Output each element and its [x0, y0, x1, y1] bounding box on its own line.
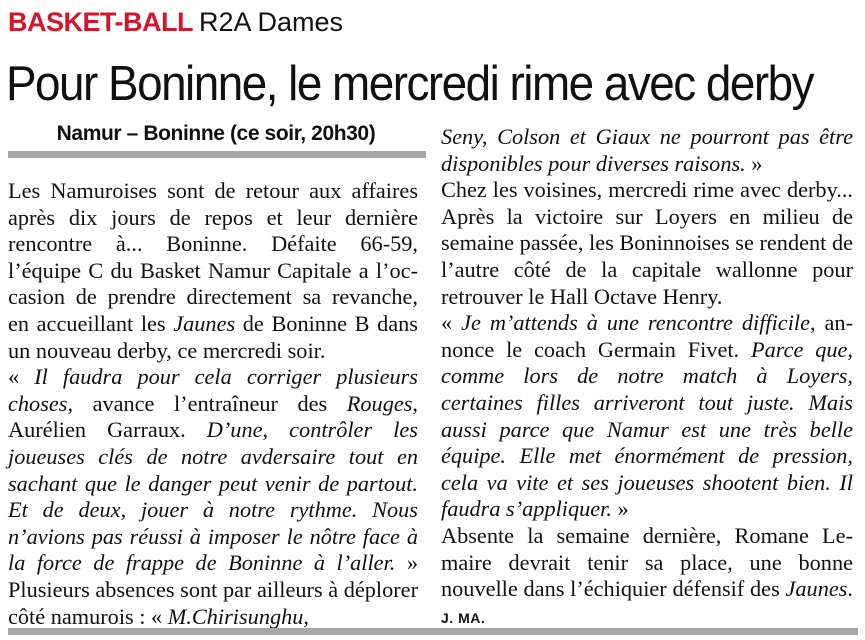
- quote-text: M.Chirisunghu,: [167, 603, 309, 629]
- text-italic: Rouges: [346, 390, 413, 416]
- bottom-rule: [8, 628, 858, 635]
- text: »: [745, 150, 763, 176]
- text: Les Namuroises sont de retour aux affaires après dix jours de repos et leur dernière rencontre à... Boninne. Défaite 66-59, l’équipe C du Basket Namur Capitale a l’occasion de prendre directement sa revanche, en accueillant les: [8, 178, 418, 336]
- text: »: [611, 496, 629, 522]
- league-label: R2A Dames: [199, 7, 344, 37]
- paragraph: [441, 124, 853, 177]
- text: , Aurélien Garraux.: [8, 390, 418, 443]
- text-italic: Jaunes: [785, 576, 848, 602]
- text: » Plusieurs absences sont par ailleurs à déplorer côté namurois : «: [8, 550, 418, 629]
- quote-text: Seny, Colson et Giaux ne pourront pas être disponibles pour diverses raisons.: [441, 124, 853, 176]
- quote-text: Parce que, comme lors de notre match à Loyers, certaines filles arriveront tout juste. Mais aussi parce que Namur est une très belle équipe. Elle met énormément de pression, cela va vite et ses joueuses shootent bien. Il faudra s’appliquer.: [441, 336, 853, 522]
- text: avance l’entraîneur des: [73, 390, 347, 416]
- quote-text: Il faudra pour cela corriger plusieurs choses,: [8, 364, 418, 416]
- text: .: [847, 576, 853, 602]
- text: de Boninne B dans un nouveau derby, ce mercredi soir.: [8, 310, 418, 363]
- quote-text: Je m’attends à une rencontre difficile,: [461, 310, 816, 336]
- article-column-2: [441, 124, 853, 631]
- article-column-1: [8, 178, 418, 630]
- paragraph: [8, 364, 418, 630]
- paragraph: [441, 310, 853, 523]
- kicker: [8, 4, 343, 40]
- author-signature: J. MA.: [441, 609, 486, 626]
- fixture-rule: [8, 151, 426, 158]
- text: annonce le coach Germain Fivet.: [441, 310, 853, 362]
- text-italic: Jaunes: [173, 310, 236, 336]
- fixture-info: Namur – Boninne (ce soir, 20h30): [8, 119, 424, 149]
- text: «: [441, 310, 462, 336]
- paragraph: [441, 523, 853, 631]
- paragraph: Chez les voisines, mercredi rime avec derby... Après la victoire sur Loyers en milieu de semaine passée, les Boninnoises se rendent de l’autre côté de la capitale wallonne pour retrouver le Hall Octave Henry.: [441, 177, 853, 309]
- quote-text: D’une, contrôler les joueuses clés de notre avdersaire tout en sachant que le danger peut venir de partout. Et de deux, jouer à notre rythme. Nous n’avions pas réussi à imposer le nôtre face à la force de frappe de Boninne à l’aller.: [8, 417, 418, 576]
- text: Absente la semaine dernière, Romane Lemaire devrait tenir sa place, une bonne nouvelle dans l’échiquier défensif des: [441, 522, 853, 602]
- text: «: [8, 364, 35, 390]
- headline: Pour Boninne, le mercredi rime avec derby: [6, 57, 814, 111]
- paragraph: [8, 178, 418, 364]
- sport-label: BASKET-BALL: [8, 7, 193, 37]
